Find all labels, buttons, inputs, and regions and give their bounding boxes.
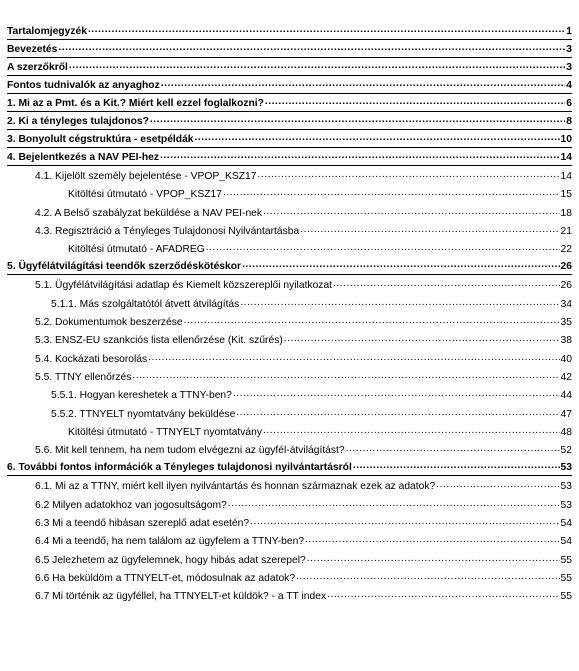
- toc-entry-page-number: 1: [566, 26, 572, 37]
- toc-entry[interactable]: [7, 152, 572, 166]
- toc-dot-leader: [69, 60, 565, 73]
- toc-dot-leader: [195, 132, 560, 145]
- toc-dot-leader: [346, 442, 560, 455]
- toc-entry[interactable]: [7, 116, 572, 130]
- toc-entry-page-number: 15: [560, 189, 572, 201]
- toc-entry-title: 5.6. Mit kell tennem, ha nem tudom elvégezni az ügyfél-átvilágítást?: [35, 445, 345, 457]
- toc-entry-page-number: 22: [560, 244, 572, 256]
- toc-entry[interactable]: [7, 298, 572, 311]
- toc-dot-leader: [258, 168, 560, 181]
- toc-dot-leader: [296, 570, 559, 583]
- toc-entry-page-number: 53: [560, 462, 572, 474]
- toc-entry-title: 6.6 Ha beküldöm a TTNYELT-et, módosulnak az adatok?: [35, 572, 296, 584]
- toc-entry-page-number: 14: [560, 152, 572, 163]
- toc-entry-title: 1. Mi az a Pmt. és a Kit.? Miért kell ezzel foglalkozni?: [7, 98, 264, 109]
- table-of-contents: [7, 26, 572, 603]
- toc-dot-leader: [161, 78, 566, 91]
- toc-entry[interactable]: [7, 225, 572, 238]
- toc-dot-leader: [240, 296, 559, 309]
- toc-dot-leader: [184, 314, 560, 327]
- toc-entry-page-number: 53: [560, 499, 572, 511]
- toc-entry-title: Tartalomjegyzék: [7, 26, 87, 37]
- toc-entry-title: 3. Bonyolult cégstruktúra - esetpéldák: [7, 134, 194, 145]
- toc-entry-page-number: 26: [560, 280, 572, 292]
- toc-dot-leader: [284, 332, 560, 345]
- toc-entry-title: Kitöltési útmutató - VPOP_KSZ17: [68, 189, 222, 201]
- toc-dot-leader: [160, 150, 559, 163]
- toc-entry-page-number: 55: [560, 572, 572, 584]
- toc-entry-title: 5. Ügyfélátvilágítási teendők szerződéskötéskor: [7, 261, 242, 273]
- toc-entry-title: 6.1. Mi az a TTNY, miért kell ilyen nyilvántartás és honnan származnak ezek az adatok?: [35, 481, 436, 493]
- toc-entry-title: Bevezetés: [7, 44, 58, 55]
- toc-entry-page-number: 4: [566, 80, 572, 91]
- toc-entry-page-number: 47: [560, 408, 572, 420]
- toc-dot-leader: [333, 277, 559, 290]
- toc-entry[interactable]: [7, 98, 572, 112]
- toc-entry-page-number: 10: [560, 134, 572, 145]
- toc-entry[interactable]: [7, 26, 572, 40]
- toc-entry[interactable]: [7, 590, 572, 603]
- toc-entry[interactable]: [7, 134, 572, 148]
- toc-entry-page-number: 42: [560, 371, 572, 383]
- toc-entry-title: 5.5. TTNY ellenőrzés: [35, 371, 132, 383]
- toc-entry[interactable]: [7, 334, 572, 347]
- toc-entry-page-number: 55: [560, 591, 572, 603]
- toc-dot-leader: [148, 351, 559, 364]
- toc-dot-leader: [436, 478, 559, 491]
- toc-entry-title: 5.3. ENSZ-EU szankciós lista ellenőrzése (Kit. szűrés): [35, 335, 283, 347]
- toc-entry-title: 6.7 Mi történik az ügyféllel, ha TTNYELT-et küldök? - a TT index: [35, 591, 327, 603]
- toc-entry-title: 2. Ki a tényleges tulajdonos?: [7, 116, 149, 127]
- toc-entry-page-number: 14: [560, 171, 572, 182]
- toc-entry-title: 6.3 Mi a teendő hibásan szereplő adat esetén?: [35, 518, 250, 530]
- toc-dot-leader: [305, 533, 560, 546]
- toc-entry-title: 6.4 Mi a teendő, ha nem találom az ügyfelem a TTNY-ben?: [35, 536, 305, 548]
- toc-dot-leader: [132, 369, 559, 382]
- toc-entry-title: 6.2 Milyen adatokhoz van jogosultságom?: [35, 499, 227, 511]
- toc-dot-leader: [58, 42, 565, 55]
- toc-entry[interactable]: [7, 188, 572, 201]
- toc-dot-leader: [233, 387, 560, 400]
- toc-entry-page-number: 3: [566, 62, 572, 73]
- toc-entry[interactable]: [7, 371, 572, 384]
- toc-entry-page-number: 53: [560, 481, 572, 493]
- toc-entry-page-number: 55: [560, 554, 572, 566]
- toc-dot-leader: [250, 515, 559, 528]
- toc-entry[interactable]: [7, 170, 572, 183]
- toc-entry-title: 6. További fontos információk a Tényleges tulajdonosi nyilvántartásról: [7, 462, 352, 474]
- toc-entry-title: Fontos tudnivalók az anyaghoz: [7, 80, 160, 91]
- toc-entry-page-number: 26: [560, 261, 572, 273]
- toc-entry[interactable]: [7, 80, 572, 94]
- toc-entry-title: Kitöltési útmutató - AFADREG: [68, 244, 205, 256]
- toc-dot-leader: [263, 424, 560, 437]
- toc-dot-leader: [206, 241, 560, 254]
- toc-entry-page-number: 3: [566, 44, 572, 55]
- toc-entry[interactable]: [7, 444, 572, 457]
- toc-entry[interactable]: [7, 316, 572, 329]
- toc-entry-title: 5.1. Ügyfélátvilágítási adatlap és Kiemelt közszereplői nyilatkozat: [35, 280, 333, 292]
- toc-entry[interactable]: [7, 243, 572, 256]
- toc-entry-title: 5.5.1. Hogyan kereshetek a TTNY-ben?: [51, 390, 232, 402]
- toc-dot-leader: [353, 460, 560, 473]
- toc-entry-page-number: 21: [560, 225, 572, 237]
- toc-entry[interactable]: [7, 62, 572, 76]
- toc-entry[interactable]: [7, 535, 572, 548]
- toc-entry[interactable]: [7, 44, 572, 58]
- toc-dot-leader: [236, 406, 559, 419]
- toc-entry-title: 4.2. A Belső szabályzat beküldése a NAV PEI-nek: [35, 207, 263, 219]
- toc-entry[interactable]: [7, 480, 572, 493]
- toc-entry-page-number: 54: [560, 536, 572, 548]
- toc-entry-page-number: 52: [560, 445, 572, 457]
- toc-dot-leader: [265, 96, 565, 109]
- toc-entry-page-number: 8: [566, 116, 572, 127]
- toc-dot-leader: [228, 497, 560, 510]
- toc-dot-leader: [223, 186, 560, 199]
- toc-entry[interactable]: [7, 279, 572, 292]
- toc-entry[interactable]: [7, 499, 572, 512]
- toc-entry-page-number: 54: [560, 518, 572, 530]
- toc-entry[interactable]: [7, 408, 572, 421]
- toc-entry-page-number: 6: [566, 98, 572, 109]
- toc-entry-page-number: 40: [560, 353, 572, 365]
- toc-entry[interactable]: [7, 261, 572, 275]
- toc-entry[interactable]: [7, 207, 572, 220]
- toc-dot-leader: [242, 259, 559, 272]
- toc-entry-page-number: 34: [560, 298, 572, 310]
- toc-dot-leader: [307, 552, 560, 565]
- toc-entry-page-number: 18: [560, 207, 572, 219]
- toc-entry[interactable]: [7, 517, 572, 530]
- toc-entry-page-number: 35: [560, 317, 572, 329]
- toc-entry-page-number: 44: [560, 390, 572, 402]
- toc-dot-leader: [150, 114, 565, 127]
- toc-entry-page-number: 48: [560, 426, 572, 438]
- toc-entry[interactable]: [7, 353, 572, 366]
- toc-entry-title: 4.1. Kijelölt személy bejelentése - VPOP_KSZ17: [35, 171, 257, 182]
- toc-entry-title: A szerzőkről: [7, 62, 68, 73]
- toc-entry-title: 4. Bejelentkezés a NAV PEI-hez: [7, 152, 160, 163]
- toc-entry[interactable]: [7, 462, 572, 476]
- toc-dot-leader: [327, 588, 559, 601]
- toc-entry-title: 5.1.1. Más szolgáltatótól átvett átvilágítás: [51, 298, 240, 310]
- toc-entry[interactable]: [7, 426, 572, 439]
- toc-dot-leader: [263, 205, 559, 218]
- toc-entry-title: 5.4. Kockázati besorolás: [35, 353, 148, 365]
- toc-entry-title: 5.5.2. TTNYELT nyomtatvány beküldése: [51, 408, 236, 420]
- toc-entry-page-number: 38: [560, 335, 572, 347]
- toc-entry-title: Kitöltési útmutató - TTNYELT nyomtatvány: [68, 426, 263, 438]
- toc-dot-leader: [88, 24, 565, 37]
- toc-entry-title: 4.3. Regisztráció a Tényleges Tulajdonosi Nyilvántartásba: [35, 225, 300, 237]
- toc-entry-title: 6.5 Jelezhetem az ügyfelemnek, hogy hibás adat szerepel?: [35, 554, 306, 566]
- toc-entry[interactable]: [7, 554, 572, 567]
- toc-entry[interactable]: [7, 572, 572, 585]
- toc-dot-leader: [300, 223, 559, 236]
- toc-entry-title: 5.2. Dokumentumok beszerzése: [35, 317, 183, 329]
- toc-entry[interactable]: [7, 389, 572, 402]
